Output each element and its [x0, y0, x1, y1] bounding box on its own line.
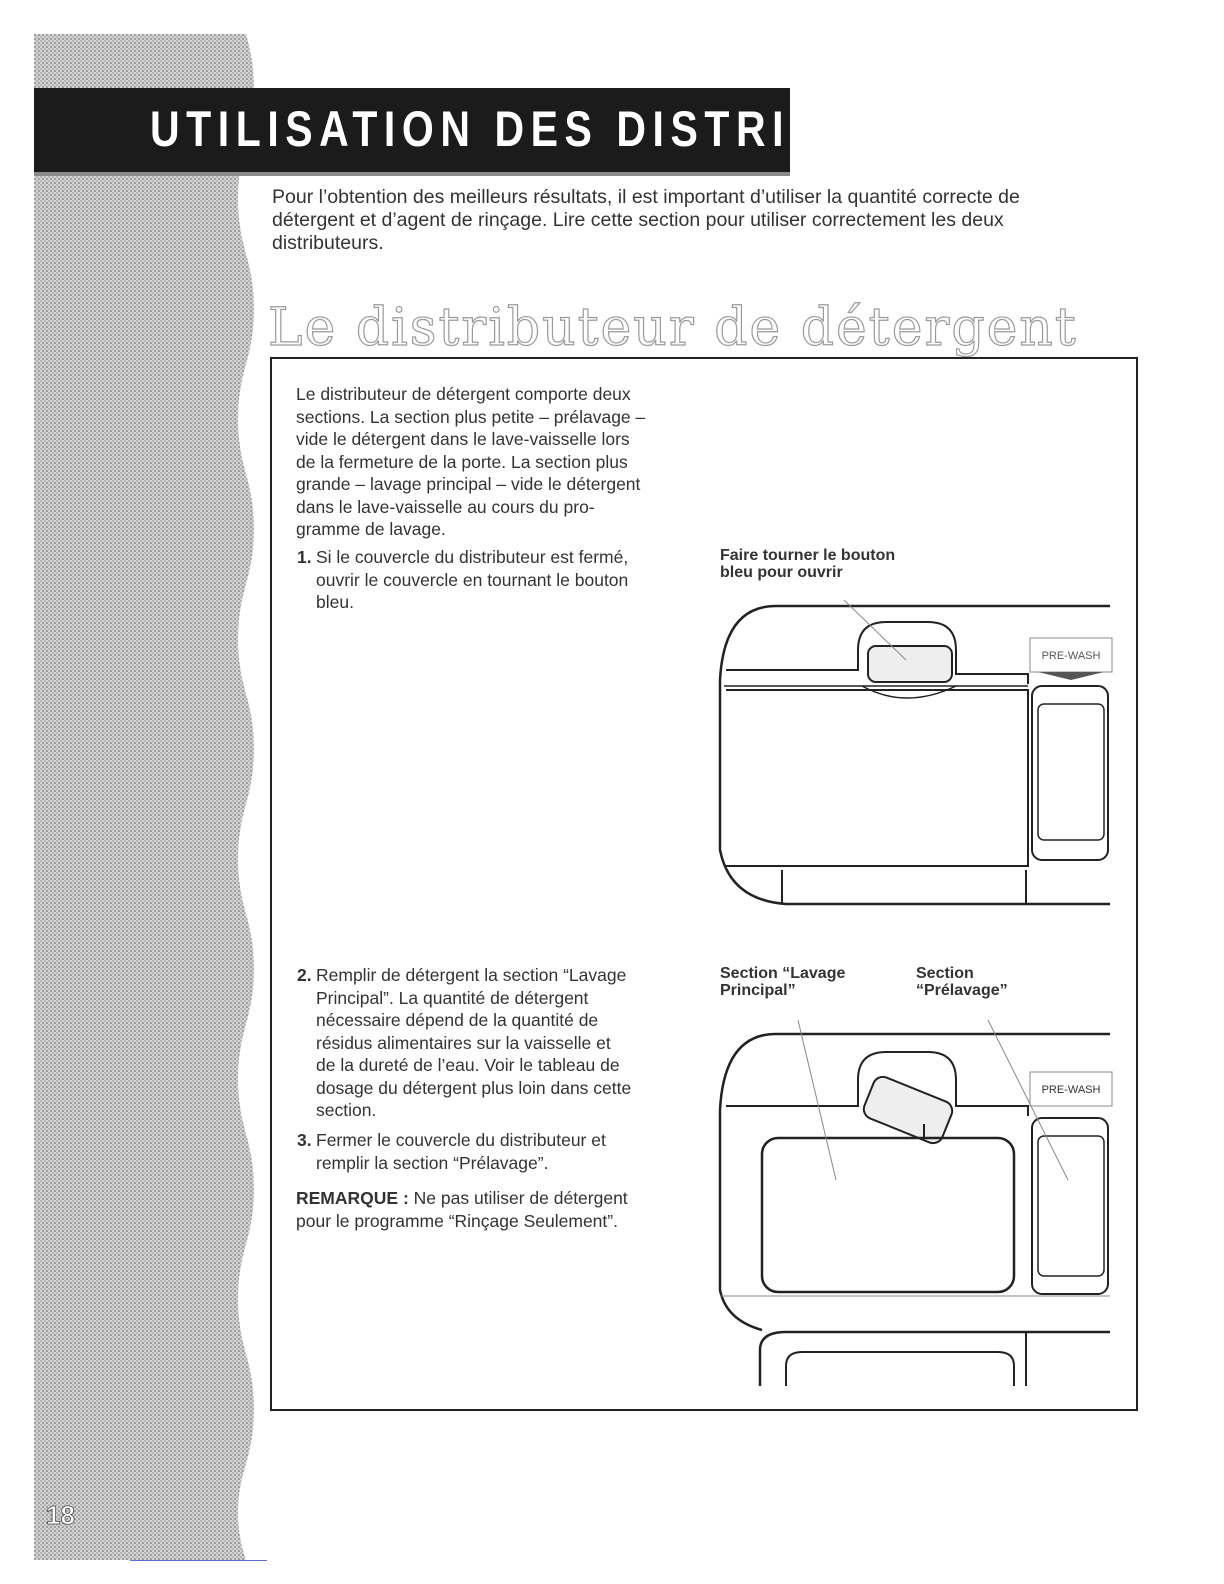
prewash-compartment-2	[1032, 1118, 1108, 1294]
open-lid	[861, 1074, 955, 1146]
section-title: Le distributeur de détergent	[268, 298, 1078, 358]
fig2-caption-main: Section “Lavage Principal”	[720, 965, 846, 999]
sidebar-decoration	[34, 34, 258, 1560]
prewash-arrow	[1038, 672, 1104, 680]
prewash-label-2: PRE-WASH	[1041, 1084, 1101, 1096]
door-handle-inner	[786, 1352, 1014, 1386]
knob-base	[862, 686, 956, 698]
note: REMARQUE : Ne pas utiliser de détergent pour le programme “Rinçage Seulement”.	[296, 1188, 628, 1231]
step-2: 2. Remplir de détergent la section “Lavage Principal”. La quantité de détergent nécessaire dépend de la quantité de résidus alimentaires sur la vaisselle et de la dureté de l’eau. Voir le tableau de dosage du détergent plus loin dans cette section.	[297, 965, 632, 1120]
prewash-cup	[1038, 704, 1104, 840]
dispenser-closed-diagram	[716, 600, 1116, 910]
fig2-caption-prewash: Section “Prélavage”	[916, 965, 1008, 999]
prewash-compartment	[1032, 686, 1108, 860]
dispenser-open-diagram	[716, 1020, 1116, 1390]
fig1-caption: Faire tourner le bouton bleu pour ouvrir	[720, 547, 896, 581]
step-1: 1. Si le couvercle du distributeur est fermé, ouvrir le couvercle en tournant le bouton bleu.	[297, 547, 629, 612]
main-wash-cup	[762, 1138, 1014, 1292]
blue-knob	[868, 646, 952, 682]
intro-paragraph: Pour l’obtention des meilleurs résultats, il est important d’utiliser la quantité correcte de détergent et d’agent de rinçage. Lire cette section pour utiliser correctement les deux distributeurs.	[272, 186, 1020, 254]
door-handle-outer	[760, 1332, 1110, 1386]
step-3: 3. Fermer le couvercle du distributeur et remplir la section “Prélavage”.	[297, 1130, 606, 1173]
section-description: Le distributeur de détergent comporte deux sections. La section plus petite – prélavage – vide le détergent dans le lave-vaisselle lors de la fermeture de la porte. La section plus grande – lavage principal – vide le détergent dans le lave-vaisselle au cours du pro- gramme de lavage.	[296, 384, 646, 539]
page-title: UTILISATION DES DISTRIBUTEURS	[150, 101, 1035, 157]
main-wash-lid	[726, 690, 1028, 866]
prewash-label: PRE-WASH	[1041, 650, 1101, 662]
main-leader-line	[798, 1020, 836, 1180]
footer-rule	[130, 1560, 267, 1561]
prewash-cup-2	[1038, 1136, 1104, 1276]
page-number: 18	[46, 1500, 75, 1530]
